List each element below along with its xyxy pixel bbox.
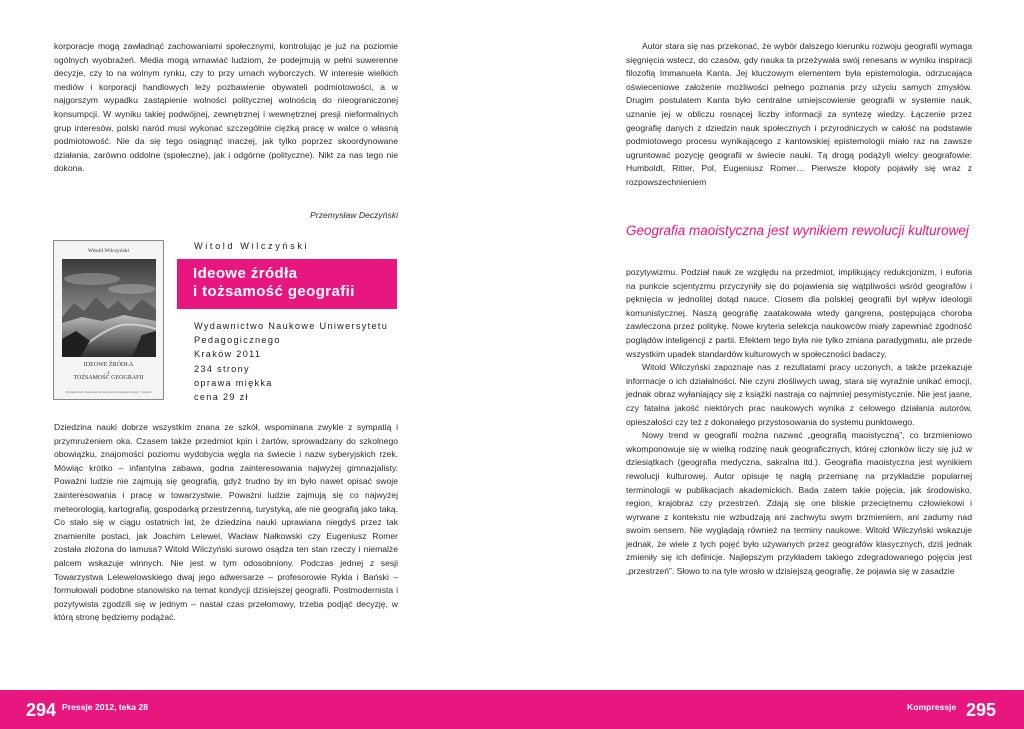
- book-title-banner: [177, 259, 397, 309]
- article-text-right-top: [626, 40, 972, 190]
- book-cover-image: [53, 240, 164, 400]
- book-details: [194, 319, 388, 404]
- right-running-head: Kompressje: [907, 702, 957, 712]
- article-text-left-top: [54, 40, 398, 176]
- paragraph: Nowy trend w geografii można nazwać „geografią maoistyczną”, co brzmieniowo wkomponowuje się w wielką rodzinę nauk geograficznych, której członków liczy się już w dziesiątkach (geografia medyczna, sakralna itd.). Geografia maoistyczna jest wynikiem rewolucji kulturowej. Autor opisuje tę nagłą przemianę na przykładzie popularnej terminologii w publikacjach akademickich. Bada zatem takie pojęcia, jak środowisko, region, krajobraz czy przestrzeń. Zdają się one bliskie przeciętnemu człowiekowi i wyrwane z kontekstu nie wzbudzają ani zachwytu swym brzmieniem, ani zadumy nad swoim sensem. Nie wyglądają również na terminy naukowe. Witold Wilczyński wskazuje jednak, że wiele z tych pojęć było używanych przez geografów klasycznych, dziś jednak zmieniły się ich definicje. Najlepszym przykładem takiego zdegradowanego pojęcia jest „przestrzeń”. Słowo to na tyle wrosło w dzisiejszą geografię, że pojawia się w zasadzie: [626, 430, 972, 577]
- cover-author: Witold Wilczyński: [87, 248, 130, 254]
- book-publisher-cont: Pedagogicznego: [194, 335, 281, 346]
- cover-title: IDEOWE ŹRÓDŁA I TOŻSAMOŚĆ GEOGRAFII: [73, 362, 144, 381]
- book-binding: oprawa miękka: [194, 377, 273, 388]
- right-page-number: 295: [966, 700, 997, 720]
- author-signature: Przemysław Deczyński: [310, 210, 398, 220]
- left-page-number: 294: [26, 700, 57, 720]
- book-city-year: Kraków 2011: [194, 349, 262, 360]
- paragraph: Witold Wilczyński zapoznaje nas z rezultatami pracy uczonych, a także przekazuje informacje o ich działalności. Nie czyni złośliwych uwag, stara się wyraźnie unikać emocji, jednak obraz wyłaniający się z książki nastraja co najmniej pesymistycznie. Nie jest jasne, czy fatalna jakość niektórych prac naukowych wynika z celowego działania autorów, opieszałości czy też z dokonałego przystosowania do systemu punktowego.: [626, 362, 972, 427]
- cover-landscape-photo: [62, 259, 156, 357]
- book-title: Ideowe źródła i tożsamość geografii: [193, 265, 355, 300]
- paragraph: korporacje mogą zawładnąć zachowaniami społecznymi, kontrolując je już na poziomie ogólnych wyobrażeń. Media mogą wmawiać ludziom, że podejmują w pełni suwerenne decyzje, czy to na wolnym rynku, czy to przy urnach wyborczych. W interesie wielkich mediów i korporacji handlowych leży pozbawienie obywateli podmiotowości, a w najgorszym wypadku zastąpienie wolności politycznej wolnością do nieograniczonej konsumpcji. W wyniku takiej podwójnej, zewnętrznej i wewnętrznej presji nieformalnych grup interesów, polski naród musi wykonać szczególnie ciężką pracę w walce o własną podmiotowość. Nie da się tego osiągnąć inaczej, jak tylko poprzez skoordynowane działania, zarówno oddolne (społeczne), jak i odgórne (polityczne). Nikt za nas tego nie dokona.: [54, 41, 398, 174]
- left-running-head: Pressje 2012, teka 28: [62, 702, 149, 712]
- book-author: Witold Wilczyński: [194, 241, 310, 251]
- paragraph: Dziedzina nauki dobrze wszystkim znana ze szkół, wspominana zwykle z sympatią i przymrużeniem oka. Czasem także przedmiot kpin i żartów, sprowadzany do szkolnego obowiązku, znajomości poziomu wydobycia węgla na świecie i nazw syberyjskich rzek. Mówiąc krótko – infantylna zabawa, godna zainteresowania najwyżej gimnazjalisty. Poważni ludzie nie zajmują się geografią, gdyż trudno by im było nawet opisać swoje zainteresowania i pracę w towarzystwie. Poważni ludzie zajmują się co najwyżej meteorologią, kartografią, gospodarką przestrzenną, turystyką, ale nie geografią jako taką. Co stało się w ciągu ostatnich lat, że dziedzina nauki uprawiana niegdyś przez tak znamienite postaci, jak Joachim Lelewel, Wacław Nałkowski czy Eugeniusz Romer została złożona do lamusa? Witold Wilczyński surowo osądza ten stan rzeczy i niemalże palcem wskazuje winnych. Nie jest w tym odosobniony. Podczas jednej z sesji Towarzystwa Lelewelowskiego dwaj jego adwersarze – profesorowie Rykla i Bański – formułowali podobne stanowisko na temat kondycji dzisiejszej geografii. Postmodernista i pozytywista zgodzili się w jednym – nastał czas przełomowy, trzeba podjąć decyzję, w którą stronę będziemy podążać.: [54, 422, 398, 623]
- paragraph: Autor stara się nas przekonać, że wybór dalszego kierunku rozwoju geografii wymaga sięgnięcia wstecz, do czasów, gdy nauka ta przeżywała swój renesans w wyniku inspiracji filozofią Immanuela Kanta. Jej kluczowym elementem była epistemologia, odrzucająca oświeceniowe założenie możliwości pełnego poznania przy użyciu samych zmysłów. Drugim postulatem Kanta było centralne umiejscowienie geografii w systemie nauk, uznanie jej w obliczu rosnącej liczby informacji za syntezę wiedzy. Łączenie przez geografię danych z dziedzin nauk społecznych i przyrodniczych w całość na podstawie podmiotowego procesu wynikającego z kantowskiej epistemologii miało raz na zawsze ugruntować pozycję geografii w świecie nauki. Tą drogą podążyli wielcy geografowie: Humboldt, Ritter, Pol, Eugeniusz Romer… Pierwsze kłopoty pojawiły się wraz z rozpowszechnieniem: [626, 41, 972, 187]
- book-price: cena 29 zł: [194, 392, 249, 403]
- book-pages: 234 strony: [194, 363, 250, 374]
- cover-publisher: Wydawnictwo Naukowe Uniwersytetu Pedagogicznego · Kraków: [65, 390, 152, 394]
- book-publisher: Wydawnictwo Naukowe Uniwersytetu: [194, 321, 389, 331]
- article-text-left-bottom: [54, 421, 398, 625]
- article-text-right-bottom: [626, 266, 972, 579]
- page-footer-bar: [0, 690, 1024, 729]
- section-heading: Geografia maoistyczna jest wynikiem rewolucji kulturowej: [626, 223, 969, 238]
- paragraph: pozytywizmu. Podział nauk ze względu na przedmiot, implikujący redukcjonizm, i euforia na punkcie scjentyzmu przyczyniły się do pojawienia się wątpliwości wśród geografów i pęknięcia w jednolitej dotąd nauce. Ciosem dla polskiej geografii był wpływ ideologii komunistycznej. Naszą geografię zaatakowała wtedy gangrena, postępująca choroba zawleczona przez politykę. Nowe kryteria selekcja naukowców miały zapewniać zgodność poglądów inteligencji z partii. Efektem tego była nie tylko zmiana paradygmatu, ale przede wszystkim upadek standardów kulturowych w społeczności badaczy.: [626, 267, 972, 359]
